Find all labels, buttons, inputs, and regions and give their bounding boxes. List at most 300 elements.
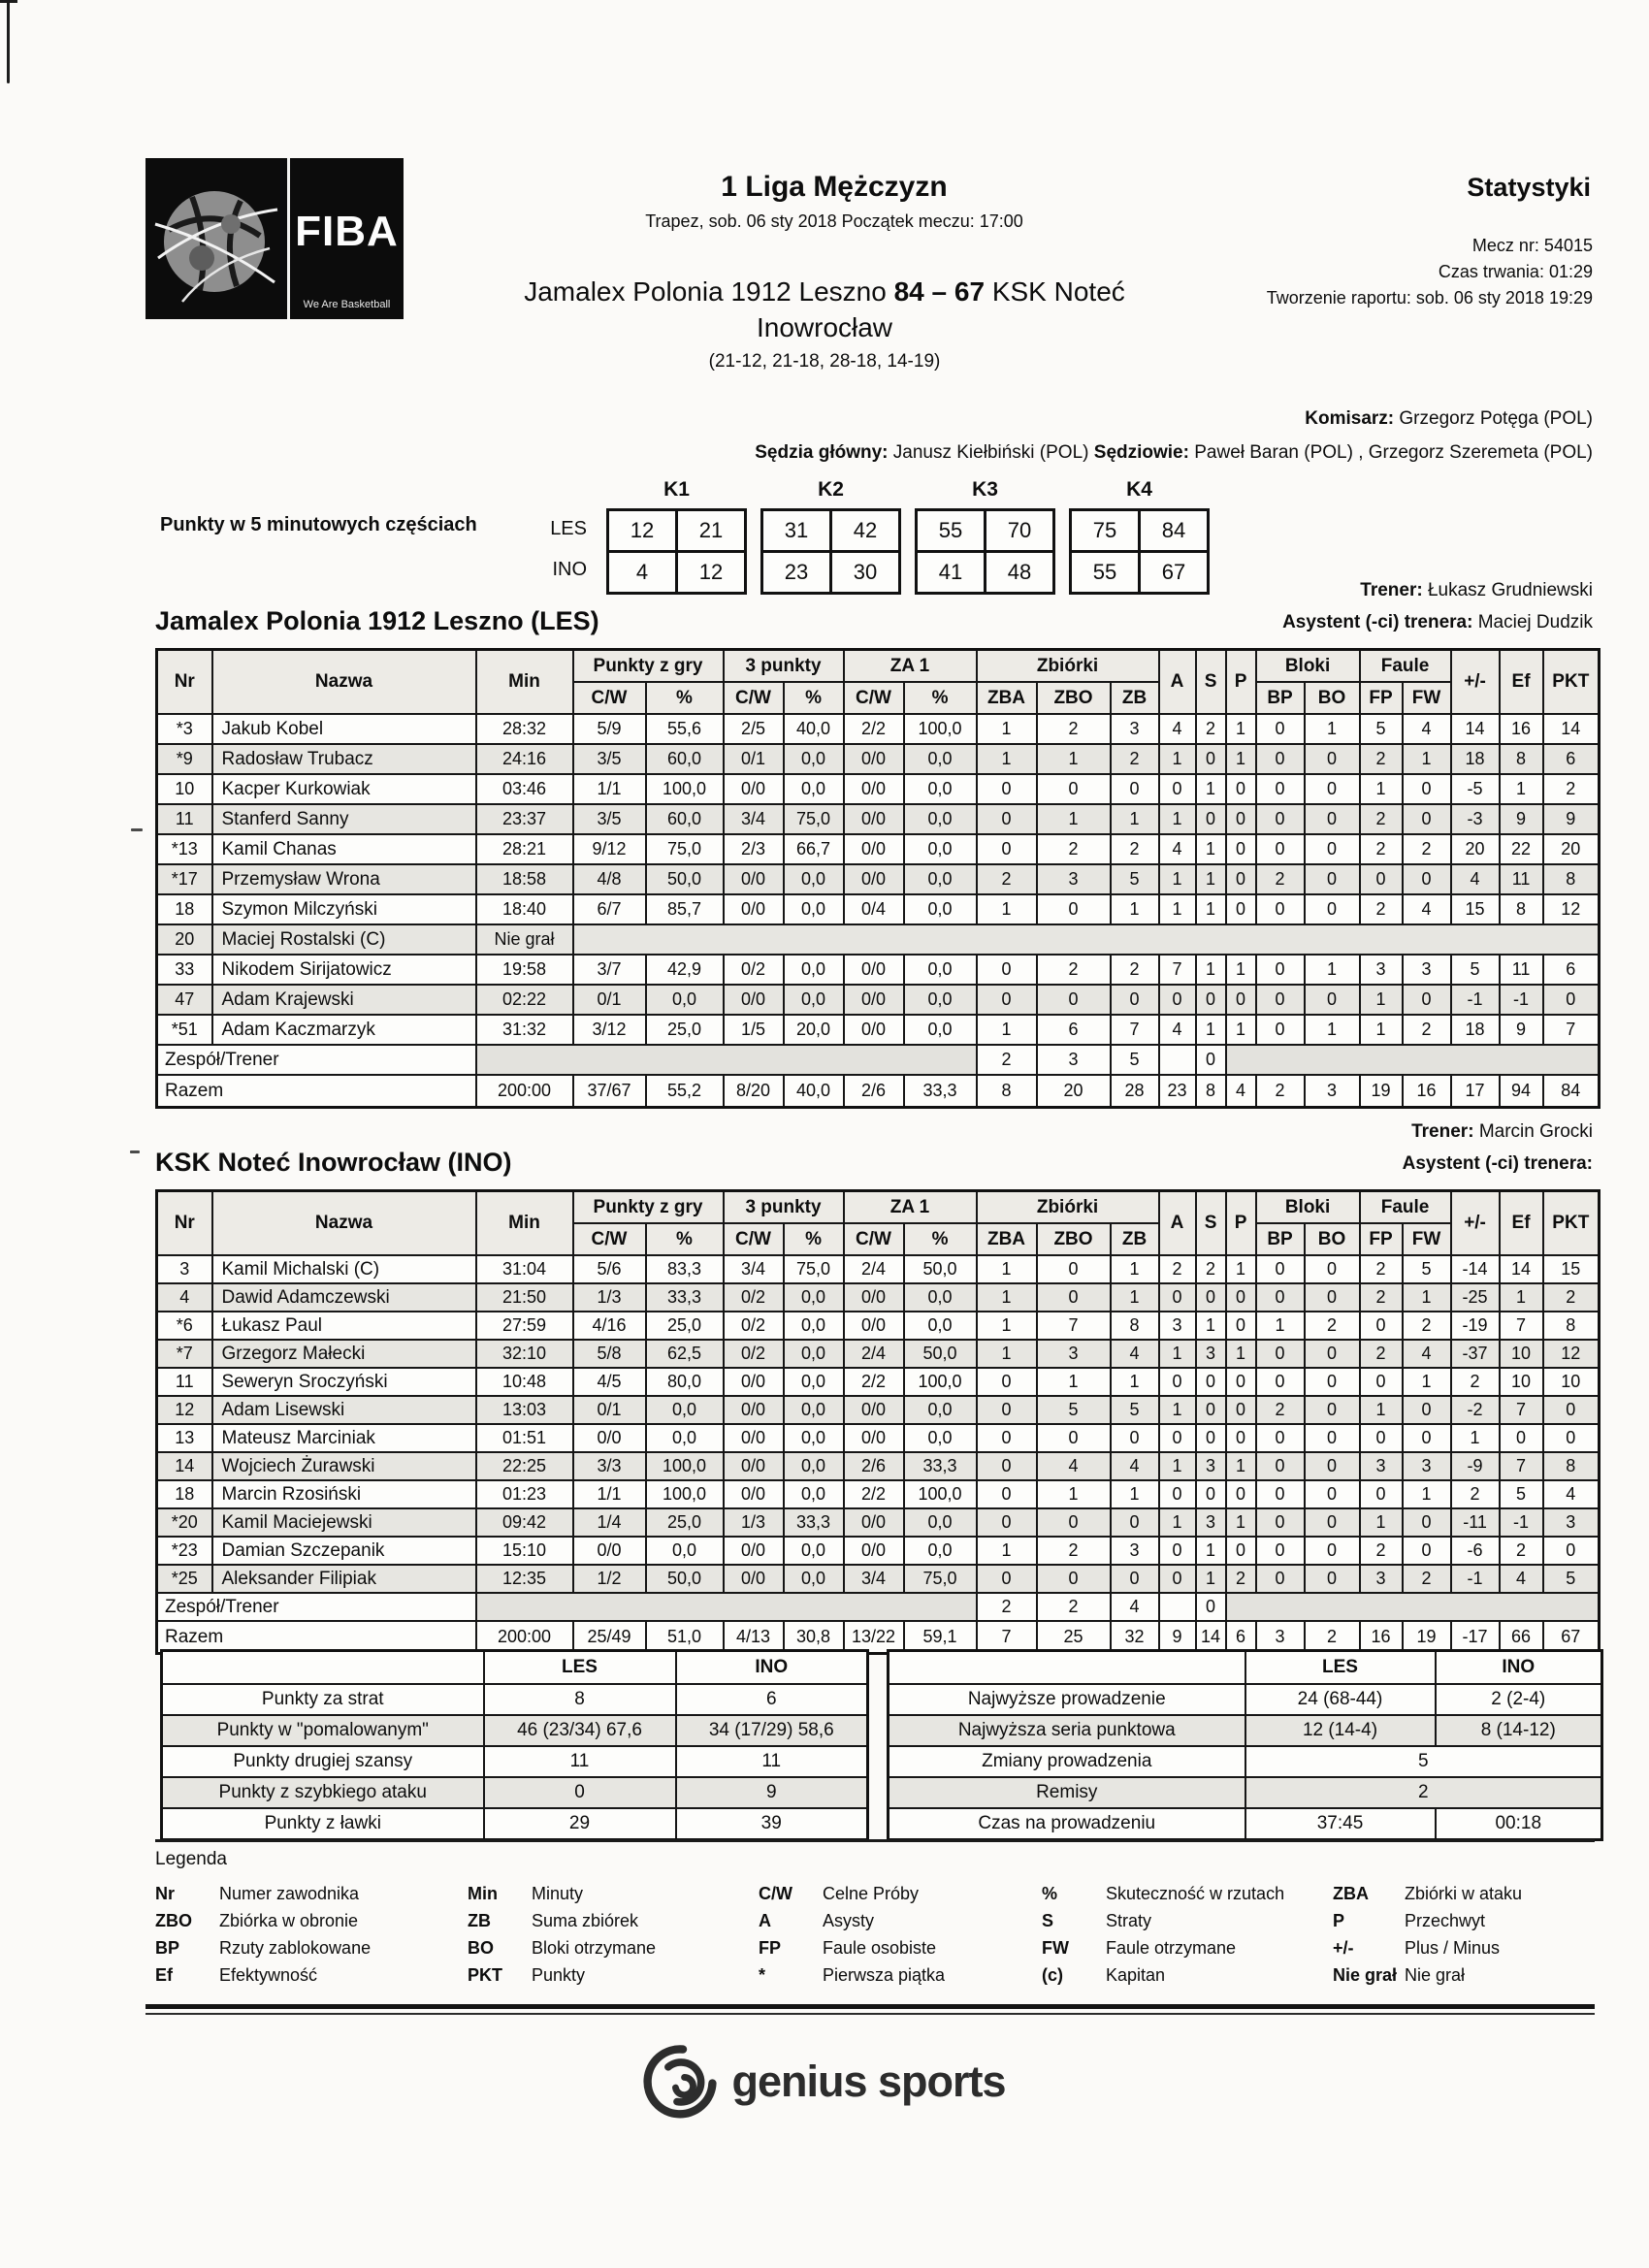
- stat-cell: 1: [1403, 1480, 1451, 1508]
- stat-cell: 2: [1226, 1565, 1256, 1593]
- stat-cell: 5: [1451, 955, 1500, 985]
- legend-abbr: FW: [1042, 1938, 1069, 1958]
- stat-cell: 2: [1360, 1537, 1403, 1565]
- stat-cell: 1/3: [573, 1283, 646, 1312]
- total-stat-cell: 40,0: [784, 1075, 844, 1108]
- ino-value: 6: [676, 1684, 868, 1715]
- total-stat-cell: 3: [1256, 1621, 1305, 1654]
- stat-cell: 100,0: [646, 1480, 724, 1508]
- total-stat-cell: 17: [1451, 1075, 1500, 1108]
- stat-cell: 1: [1226, 1340, 1256, 1368]
- stat-cell: 0: [1159, 1368, 1196, 1396]
- stat-cell: 5: [1403, 1255, 1451, 1283]
- total-stat-cell: 8: [1196, 1075, 1226, 1108]
- stat-cell: 55,6: [646, 714, 724, 744]
- stat-cell: 1/4: [573, 1508, 646, 1537]
- stat-cell: 0/0: [724, 1565, 784, 1593]
- col-group-free-throws: ZA 1: [844, 650, 977, 683]
- stat-cell: 5: [1111, 1396, 1159, 1424]
- stat-cell: 0: [977, 955, 1037, 985]
- stat-cell: 0/0: [724, 985, 784, 1015]
- stat-cell: -3: [1451, 804, 1500, 834]
- stat-cell: 4: [1111, 1452, 1159, 1480]
- stat-cell: 3: [1196, 1508, 1226, 1537]
- legend-abbr: PKT: [468, 1965, 502, 1985]
- total-stat-cell: 16: [1403, 1075, 1451, 1108]
- stat-cell: 1: [977, 1015, 1037, 1045]
- stat-cell: 2: [1159, 1255, 1196, 1283]
- legend-abbr: Nr: [155, 1884, 176, 1903]
- stat-cell: 100,0: [646, 774, 724, 804]
- stat-cell: 75,0: [784, 804, 844, 834]
- stat-cell: 0/2: [724, 1283, 784, 1312]
- col-header-total-rebounds: ZB: [1111, 1223, 1159, 1255]
- stat-cell: 0: [1256, 1480, 1305, 1508]
- stat-cell: 12: [1543, 894, 1600, 924]
- team-off-rebounds: 2: [977, 1045, 1037, 1075]
- stat-cell: 0: [977, 985, 1037, 1015]
- player-number: *51: [157, 1015, 212, 1045]
- minutes: 10:48: [476, 1368, 573, 1396]
- basketball-icon: [153, 166, 279, 311]
- stat-cell: 1/1: [573, 1480, 646, 1508]
- stat-cell: 0/0: [844, 1283, 904, 1312]
- stat-cell: 1: [977, 894, 1037, 924]
- player-row: [157, 1283, 1600, 1312]
- home-team-title: Jamalex Polonia 1912 Leszno (LES): [155, 606, 599, 635]
- stat-cell: 1: [1159, 1508, 1196, 1537]
- stat-cell: 0: [1196, 804, 1226, 834]
- stat-cell: 1: [1196, 1565, 1226, 1593]
- stat-cell: 0: [977, 804, 1037, 834]
- stat-cell: 25,0: [646, 1015, 724, 1045]
- stat-cell: 0: [1037, 1565, 1111, 1593]
- player-number: 18: [157, 1480, 212, 1508]
- player-name: Kamil Chanas: [212, 834, 476, 864]
- total-stat-cell: 16: [1360, 1621, 1403, 1654]
- stat-cell: 1: [1159, 1340, 1196, 1368]
- stat-cell: 1: [1196, 894, 1226, 924]
- stat-cell: 0,0: [646, 985, 724, 1015]
- stat-cell: 80,0: [646, 1368, 724, 1396]
- stat-cell: 100,0: [904, 714, 977, 744]
- stat-cell: -1: [1451, 1565, 1500, 1593]
- stat-cell: 4: [1403, 894, 1451, 924]
- stat-cell: 8: [1543, 864, 1600, 894]
- player-name: Adam Lisewski: [212, 1396, 476, 1424]
- stat-cell: 3: [1037, 864, 1111, 894]
- stat-cell: 0,0: [904, 1312, 977, 1340]
- stat-cell: 1: [1360, 774, 1403, 804]
- stat-cell: 0,0: [904, 1015, 977, 1045]
- stat-cell: 0/0: [844, 804, 904, 834]
- stat-cell: 10: [1500, 1368, 1543, 1396]
- stat-cell: 0: [1226, 864, 1256, 894]
- table-row: [889, 1808, 1602, 1840]
- scan-artifact: [7, 0, 10, 83]
- away-team-title: KSK Noteć Inowrocław (INO): [155, 1148, 512, 1177]
- stat-cell: 20,0: [784, 1015, 844, 1045]
- stat-cell: 9: [1543, 804, 1600, 834]
- stat-cell: 0: [1111, 1508, 1159, 1537]
- stat-cell: 4: [1111, 1340, 1159, 1368]
- player-number: *13: [157, 834, 212, 864]
- stat-cell: 5/8: [573, 1340, 646, 1368]
- empty-stats: [573, 924, 1600, 955]
- totals-label: Razem: [157, 1075, 476, 1108]
- player-row: [157, 955, 1600, 985]
- stat-cell: 4: [1159, 1015, 1196, 1045]
- stat-cell: 0: [977, 1424, 1037, 1452]
- player-row: [157, 1340, 1600, 1368]
- table-row: [162, 1777, 868, 1808]
- stat-cell: 0: [1543, 1537, 1600, 1565]
- col-header-efficiency: Ef: [1500, 650, 1543, 715]
- stat-cell: 7: [1111, 1015, 1159, 1045]
- stat-cell: 2: [1403, 1312, 1451, 1340]
- stat-cell: 2: [1360, 834, 1403, 864]
- stat-cell: 2: [1111, 834, 1159, 864]
- stat-cell: 0: [1403, 1508, 1451, 1537]
- legend-abbr: BO: [468, 1938, 494, 1958]
- stat-cell: 0,0: [784, 985, 844, 1015]
- legend-abbr: (c): [1042, 1965, 1063, 1985]
- stat-cell: 0: [1159, 1565, 1196, 1593]
- assistant-name: Maciej Dudzik: [1477, 612, 1593, 632]
- stat-cell: 0/0: [724, 1368, 784, 1396]
- stat-cell: 1: [1196, 834, 1226, 864]
- stat-cell: 1: [1305, 714, 1360, 744]
- stat-cell: 100,0: [904, 1368, 977, 1396]
- stat-cell: 0/0: [844, 1015, 904, 1045]
- player-name: Kamil Maciejewski: [212, 1508, 476, 1537]
- legend-abbr: Nie grał: [1333, 1965, 1398, 1985]
- stat-cell: 0: [1543, 985, 1600, 1015]
- stat-cell: 3: [1360, 955, 1403, 985]
- stat-cell: 0: [1305, 1368, 1360, 1396]
- legend-item: [468, 1961, 759, 1989]
- stat-cell: 2/2: [844, 714, 904, 744]
- legend-abbr: *: [759, 1965, 766, 1985]
- stat-cell: 0,0: [784, 1480, 844, 1508]
- stat-cell: 0/1: [573, 1396, 646, 1424]
- total-stat-cell: 28: [1111, 1075, 1159, 1108]
- total-stat-cell: 94: [1500, 1075, 1543, 1108]
- total-stat-cell: 7: [977, 1621, 1037, 1654]
- stat-cell: 0: [1305, 864, 1360, 894]
- fiba-wordmark: FIBA: [295, 208, 399, 255]
- legend-description: Faule osobiste: [823, 1938, 937, 1958]
- stat-cell: 0: [1226, 774, 1256, 804]
- stat-cell: 2: [1451, 1480, 1500, 1508]
- stat-cell: 1: [1111, 894, 1159, 924]
- legend-description: Zbiórki w ataku: [1405, 1884, 1523, 1903]
- stat-cell: 0: [1037, 894, 1111, 924]
- player-row: [157, 924, 1600, 955]
- stat-cell: 1: [1226, 714, 1256, 744]
- legend-description: Asysty: [823, 1911, 875, 1930]
- col-header-ft-pct: %: [904, 1223, 977, 1255]
- stat-cell: 0: [1196, 985, 1226, 1015]
- match-number: Mecz nr: 54015: [1471, 236, 1593, 255]
- empty-stats: [476, 1045, 977, 1075]
- stat-cell: 4/8: [573, 864, 646, 894]
- stat-cell: 83,3: [646, 1255, 724, 1283]
- stat-cell: 0/0: [724, 1424, 784, 1452]
- legend-item: [155, 1880, 468, 1907]
- quarter-score-cell: 12: [608, 510, 677, 552]
- stat-cell: 4: [1403, 1340, 1451, 1368]
- stat-cell: 0: [1256, 1452, 1305, 1480]
- total-stat-cell: 19: [1360, 1075, 1403, 1108]
- stat-cell: 0: [1159, 774, 1196, 804]
- quarter-score-cell: 41: [917, 552, 986, 594]
- player-row: [157, 985, 1600, 1015]
- stat-cell: 1: [1111, 1255, 1159, 1283]
- stat-cell: 0,0: [784, 744, 844, 774]
- stat-cell: 22: [1500, 834, 1543, 864]
- col-header-nr: Nr: [157, 650, 212, 715]
- legend-item: [1333, 1907, 1593, 1934]
- stat-cell: -1: [1451, 985, 1500, 1015]
- did-not-play: Nie grał: [476, 924, 573, 955]
- stat-cell: 3: [1196, 1340, 1226, 1368]
- stat-cell: 0/0: [724, 864, 784, 894]
- stat-cell: 0: [1196, 1283, 1226, 1312]
- player-row: [157, 1255, 1600, 1283]
- spacer-cell: [162, 1651, 484, 1685]
- summary-tables: [160, 1649, 1603, 1841]
- stat-cell: 0: [1196, 744, 1226, 774]
- stat-cell: 1: [1360, 985, 1403, 1015]
- quarter-score-cell: 55: [917, 510, 986, 552]
- stat-cell: 18: [1451, 744, 1500, 774]
- player-name: Szymon Milczyński: [212, 894, 476, 924]
- legend-item: [468, 1880, 759, 1907]
- stat-cell: -9: [1451, 1452, 1500, 1480]
- stat-cell: 0,0: [904, 1283, 977, 1312]
- stat-cell: 0: [1037, 1424, 1111, 1452]
- report-created: Tworzenie raportu: sob. 06 sty 2018 19:29: [1266, 288, 1593, 308]
- minutes: 13:03: [476, 1396, 573, 1424]
- total-stat-cell: 30,8: [784, 1621, 844, 1654]
- team-bench-row: [157, 1593, 1600, 1621]
- col-header-turnovers: S: [1196, 1191, 1226, 1256]
- stat-cell: 0: [1111, 1565, 1159, 1593]
- col-header-fg-pct: %: [646, 682, 724, 714]
- scan-artifact: [131, 828, 143, 831]
- legend-item: [1042, 1907, 1333, 1934]
- legend-item: [468, 1934, 759, 1961]
- stat-cell: 1: [1305, 1015, 1360, 1045]
- col-group-fouls: Faule: [1360, 650, 1451, 683]
- row-label: Zmiany prowadzenia: [889, 1746, 1245, 1777]
- legend-item: [155, 1961, 468, 1989]
- col-header-steals: P: [1226, 1191, 1256, 1256]
- stat-cell: 2: [1403, 1565, 1451, 1593]
- col-header-assists: A: [1159, 1191, 1196, 1256]
- quarter-score-cell: 30: [831, 552, 900, 594]
- minutes: 12:35: [476, 1565, 573, 1593]
- legend-abbr: FP: [759, 1938, 782, 1958]
- stat-cell: 75,0: [646, 834, 724, 864]
- stat-cell: 1: [1403, 1368, 1451, 1396]
- stat-cell: 0: [977, 1480, 1037, 1508]
- stat-cell: 8: [1543, 1312, 1600, 1340]
- legend-item: [759, 1934, 1042, 1961]
- stat-cell: 2: [1037, 834, 1111, 864]
- stat-cell: 9/12: [573, 834, 646, 864]
- stat-cell: 0,0: [904, 1424, 977, 1452]
- player-name: Adam Krajewski: [212, 985, 476, 1015]
- stat-cell: 1: [977, 1255, 1037, 1283]
- stat-cell: 2: [977, 864, 1037, 894]
- stat-cell: 0,0: [904, 804, 977, 834]
- stat-cell: 0,0: [904, 894, 977, 924]
- quarter-score-cell: 12: [677, 552, 746, 594]
- stat-cell: 0,0: [784, 1340, 844, 1368]
- player-name: Kacper Kurkowiak: [212, 774, 476, 804]
- stat-cell: 7: [1500, 1312, 1543, 1340]
- col-header-ft-made-att: C/W: [844, 1223, 904, 1255]
- col-header-assists: A: [1159, 650, 1196, 715]
- legend-abbr: P: [1333, 1911, 1345, 1930]
- stat-cell: 0: [1256, 1340, 1305, 1368]
- col-header-off-rebounds: ZBA: [977, 1223, 1037, 1255]
- minutes: 18:58: [476, 864, 573, 894]
- minutes: 09:42: [476, 1508, 573, 1537]
- stat-cell: 0: [1159, 1283, 1196, 1312]
- stat-cell: 0,0: [646, 1424, 724, 1452]
- stat-cell: 0,0: [646, 1537, 724, 1565]
- minutes: 21:50: [476, 1283, 573, 1312]
- stat-cell: 0,0: [904, 1508, 977, 1537]
- fiba-wordmark-panel: [290, 158, 404, 319]
- player-number: *3: [157, 714, 212, 744]
- stat-cell: 3: [1543, 1508, 1600, 1537]
- stat-cell: 3: [1403, 955, 1451, 985]
- quarter-team-label: LES: [550, 518, 587, 539]
- stat-cell: 0/0: [844, 774, 904, 804]
- stat-cell: 1: [1111, 1480, 1159, 1508]
- player-number: 10: [157, 774, 212, 804]
- player-number: 12: [157, 1396, 212, 1424]
- col-header-points: PKT: [1543, 650, 1600, 715]
- player-name: Wojciech Żurawski: [212, 1452, 476, 1480]
- col-header-fg-made-att: C/W: [573, 682, 646, 714]
- stat-cell: 85,7: [646, 894, 724, 924]
- legend-description: Efektywność: [219, 1965, 318, 1985]
- fiba-logo: [146, 158, 404, 319]
- stat-cell: 40,0: [784, 714, 844, 744]
- stat-cell: -19: [1451, 1312, 1500, 1340]
- stat-cell: 0: [1256, 1368, 1305, 1396]
- stat-cell: 4: [1500, 1565, 1543, 1593]
- stat-cell: 0: [1111, 985, 1159, 1015]
- minutes: 01:23: [476, 1480, 573, 1508]
- empty-cell: [1159, 1593, 1196, 1621]
- leads-summary-table: [887, 1649, 1603, 1841]
- stat-cell: 0: [1256, 744, 1305, 774]
- legend-description: Nie grał: [1405, 1965, 1466, 1985]
- coach-name: Marcin Grocki: [1478, 1121, 1593, 1142]
- stat-cell: 2/2: [844, 1368, 904, 1396]
- stat-cell: 0/0: [844, 1396, 904, 1424]
- divider: [146, 2004, 1595, 2009]
- stat-cell: 0: [1256, 1424, 1305, 1452]
- stat-cell: 1: [1226, 1452, 1256, 1480]
- stat-cell: 2: [1256, 864, 1305, 894]
- stat-cell: 0: [1226, 1312, 1256, 1340]
- quarter-score-cell: 84: [1140, 510, 1209, 552]
- legend-description: Celne Próby: [823, 1884, 920, 1903]
- stat-cell: 5: [1500, 1480, 1543, 1508]
- player-row: [157, 1537, 1600, 1565]
- player-name: Aleksander Filipiak: [212, 1565, 476, 1593]
- stat-cell: 2: [1037, 714, 1111, 744]
- legend-description: Plus / Minus: [1405, 1938, 1501, 1958]
- legend-description: Przechwyt: [1405, 1911, 1486, 1930]
- minutes: 31:32: [476, 1015, 573, 1045]
- genius-sports-wordmark: genius sports: [731, 2057, 1006, 2106]
- legend-item: [759, 1961, 1042, 1989]
- empty-stats: [476, 1593, 977, 1621]
- stat-cell: 0,0: [784, 1312, 844, 1340]
- stat-cell: 3: [1196, 1452, 1226, 1480]
- player-name: Adam Kaczmarzyk: [212, 1015, 476, 1045]
- legend-description: Pierwsza piątka: [823, 1965, 946, 1985]
- stat-cell: 0/0: [844, 744, 904, 774]
- stat-cell: 0: [1403, 1396, 1451, 1424]
- col-header-points: PKT: [1543, 1191, 1600, 1256]
- legend-abbr: BP: [155, 1938, 180, 1958]
- stat-cell: 0/0: [844, 985, 904, 1015]
- les-value: 37:45: [1245, 1808, 1436, 1840]
- total-stat-cell: -17: [1451, 1621, 1500, 1654]
- stat-cell: 3/3: [573, 1452, 646, 1480]
- stat-cell: 4: [1451, 864, 1500, 894]
- table-row: [889, 1746, 1602, 1777]
- home-team-section: [155, 574, 1593, 1109]
- stat-cell: 1: [1159, 1452, 1196, 1480]
- stat-cell: 0/2: [724, 1340, 784, 1368]
- stat-cell: 1: [1403, 744, 1451, 774]
- team-total-rebounds: 4: [1111, 1593, 1159, 1621]
- legend-description: Rzuty zablokowane: [219, 1938, 372, 1958]
- commissioner-label: Komisarz:: [1305, 408, 1395, 429]
- stat-cell: 1: [1159, 744, 1196, 774]
- stat-cell: 1: [1159, 894, 1196, 924]
- stat-cell: 0,0: [646, 1396, 724, 1424]
- stat-cell: 14: [1451, 714, 1500, 744]
- legend-description: Kapitan: [1106, 1965, 1166, 1985]
- stat-cell: 4/16: [573, 1312, 646, 1340]
- stat-cell: 0: [1256, 955, 1305, 985]
- ino-value: 11: [676, 1746, 868, 1777]
- stat-cell: 0: [1360, 1312, 1403, 1340]
- quarter-score-cell: 42: [831, 510, 900, 552]
- player-number: 4: [157, 1283, 212, 1312]
- row-label: Punkty z ławki: [162, 1808, 484, 1840]
- stat-cell: 1: [1111, 1283, 1159, 1312]
- stat-cell: 8: [1111, 1312, 1159, 1340]
- stat-cell: 0: [1500, 1424, 1543, 1452]
- stat-cell: 1: [1159, 864, 1196, 894]
- table-row: [162, 1808, 868, 1840]
- report-meta: [1267, 233, 1593, 311]
- stat-cell: 0,0: [784, 774, 844, 804]
- stat-cell: 0: [1226, 1480, 1256, 1508]
